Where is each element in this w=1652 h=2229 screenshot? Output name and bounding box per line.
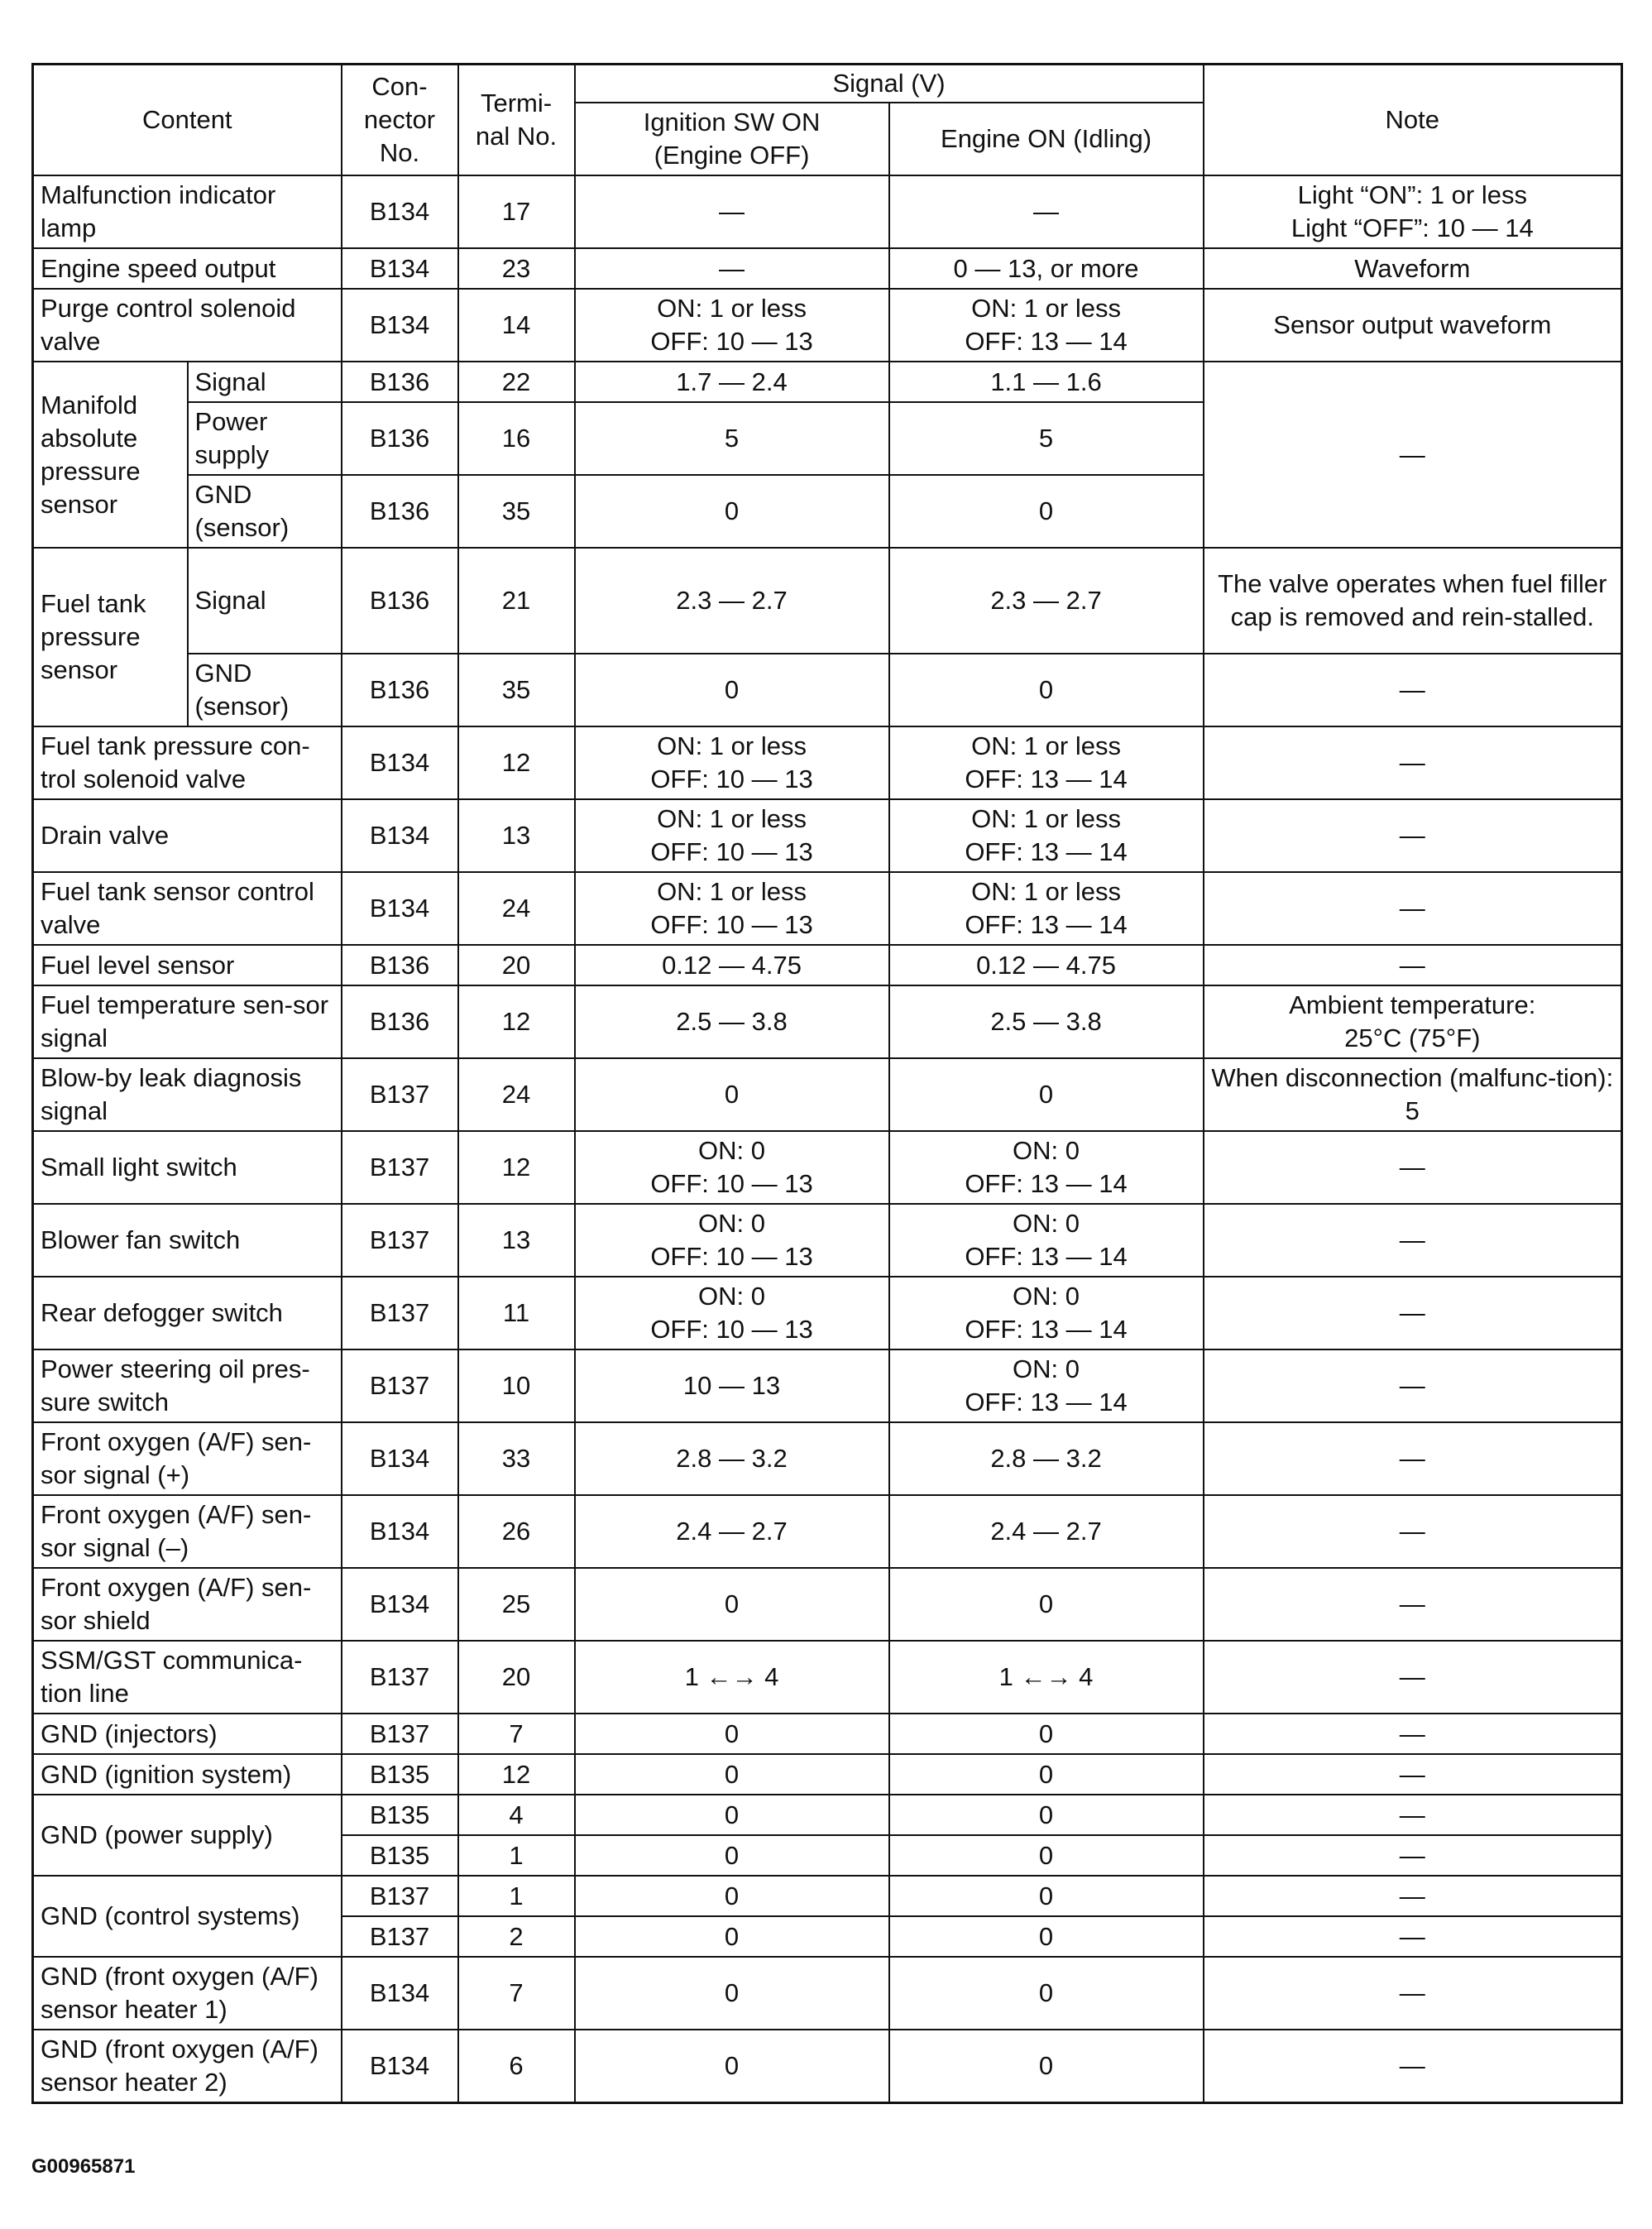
engine-on-cell: 0 <box>889 1835 1204 1876</box>
row-label: GND (front oxygen (A/F) sensor heater 2) <box>33 2030 342 2102</box>
terminal-cell: 25 <box>458 1568 575 1641</box>
terminal-cell: 12 <box>458 985 575 1058</box>
connector-cell: B135 <box>342 1835 458 1876</box>
engine-on-cell: 0 <box>889 475 1204 548</box>
connector-cell: B137 <box>342 1058 458 1131</box>
row-label: SSM/GST communica-tion line <box>33 1641 342 1714</box>
engine-on-cell: 0.12 — 4.75 <box>889 945 1204 985</box>
table-row <box>33 726 1622 799</box>
connector-cell: B134 <box>342 2030 458 2102</box>
table-row <box>33 175 1622 248</box>
header-connector: Con- nector No. <box>342 65 458 176</box>
terminal-cell: 21 <box>458 548 575 654</box>
note-cell: The valve operates when fuel filler cap is removed and rein-stalled. <box>1204 548 1622 654</box>
ignition-on-cell: 1 ←→ 4 <box>575 1641 889 1714</box>
terminal-cell: 13 <box>458 799 575 872</box>
ignition-on-cell: 0.12 — 4.75 <box>575 945 889 985</box>
engine-on-cell: 0 — 13, or more <box>889 248 1204 289</box>
table-row <box>33 289 1622 362</box>
table-row <box>33 1795 1622 1835</box>
row-label: GND (ignition system) <box>33 1754 342 1795</box>
note-cell: — <box>1204 1495 1622 1568</box>
engine-on-cell: ON: 0 OFF: 13 — 14 <box>889 1349 1204 1422</box>
connector-cell: B137 <box>342 1641 458 1714</box>
ignition-on-cell: 0 <box>575 1714 889 1754</box>
terminal-cell: 22 <box>458 362 575 402</box>
row-label: Power steering oil pres-sure switch <box>33 1349 342 1422</box>
engine-on-cell: ON: 1 or less OFF: 13 — 14 <box>889 289 1204 362</box>
ignition-on-cell: — <box>575 175 889 248</box>
ignition-on-cell: 0 <box>575 654 889 726</box>
note-cell: — <box>1204 1422 1622 1495</box>
ignition-on-cell: ON: 1 or less OFF: 10 — 13 <box>575 726 889 799</box>
row-label: Fuel temperature sen-sor signal <box>33 985 342 1058</box>
terminal-cell: 20 <box>458 1641 575 1714</box>
engine-on-cell: ON: 0 OFF: 13 — 14 <box>889 1131 1204 1204</box>
table-row <box>33 362 1622 402</box>
note-cell: Waveform <box>1204 248 1622 289</box>
note-cell: — <box>1204 1714 1622 1754</box>
header-ignition-on: Ignition SW ON (Engine OFF) <box>575 103 889 175</box>
engine-on-cell: 0 <box>889 1916 1204 1957</box>
engine-on-cell: 0 <box>889 1754 1204 1795</box>
terminal-cell: 4 <box>458 1795 575 1835</box>
ignition-on-cell: ON: 1 or less OFF: 10 — 13 <box>575 289 889 362</box>
engine-on-cell: 1.1 — 1.6 <box>889 362 1204 402</box>
connector-cell: B134 <box>342 799 458 872</box>
connector-cell: B137 <box>342 1349 458 1422</box>
engine-on-cell: 2.8 — 3.2 <box>889 1422 1204 1495</box>
connector-cell: B137 <box>342 1277 458 1349</box>
terminal-cell: 11 <box>458 1277 575 1349</box>
terminal-cell: 33 <box>458 1422 575 1495</box>
terminal-cell: 7 <box>458 1714 575 1754</box>
note-cell: — <box>1204 654 1622 726</box>
engine-on-cell: 0 <box>889 1876 1204 1916</box>
row-group-label: Manifold absolute pressure sensor <box>33 362 188 548</box>
terminal-cell: 35 <box>458 654 575 726</box>
ignition-on-cell: 10 — 13 <box>575 1349 889 1422</box>
terminal-cell: 13 <box>458 1204 575 1277</box>
row-label: Blower fan switch <box>33 1204 342 1277</box>
terminal-cell: 24 <box>458 1058 575 1131</box>
table-row <box>33 1876 1622 1916</box>
note-cell: — <box>1204 1277 1622 1349</box>
note-cell: — <box>1204 1641 1622 1714</box>
note-cell: — <box>1204 1131 1622 1204</box>
row-label: Fuel tank pressure con-trol solenoid valve <box>33 726 342 799</box>
row-label: Blow-by leak diagnosis signal <box>33 1058 342 1131</box>
connector-cell: B134 <box>342 1422 458 1495</box>
ignition-on-cell: — <box>575 248 889 289</box>
table-row <box>33 1349 1622 1422</box>
ignition-on-cell: 0 <box>575 1795 889 1835</box>
engine-on-cell: 0 <box>889 1058 1204 1131</box>
connector-cell: B136 <box>342 402 458 475</box>
note-cell: — <box>1204 1568 1622 1641</box>
terminal-cell: 20 <box>458 945 575 985</box>
row-sub-label: Power supply <box>188 402 342 475</box>
connector-cell: B137 <box>342 1714 458 1754</box>
connector-cell: B135 <box>342 1754 458 1795</box>
table-row <box>33 1714 1622 1754</box>
engine-on-cell: 5 <box>889 402 1204 475</box>
connector-cell: B136 <box>342 985 458 1058</box>
connector-cell: B137 <box>342 1876 458 1916</box>
ignition-on-cell: 0 <box>575 1916 889 1957</box>
terminal-cell: 17 <box>458 175 575 248</box>
header-note: Note <box>1204 65 1622 176</box>
engine-on-cell: 2.4 — 2.7 <box>889 1495 1204 1568</box>
ignition-on-cell: 2.5 — 3.8 <box>575 985 889 1058</box>
ignition-on-cell: 0 <box>575 1058 889 1131</box>
connector-cell: B135 <box>342 1795 458 1835</box>
ignition-on-cell: 0 <box>575 2030 889 2102</box>
row-label: Fuel level sensor <box>33 945 342 985</box>
row-label: Rear defogger switch <box>33 1277 342 1349</box>
note-cell: — <box>1204 1835 1622 1876</box>
engine-on-cell: 0 <box>889 1795 1204 1835</box>
connector-cell: B134 <box>342 289 458 362</box>
table-row <box>33 1495 1622 1568</box>
note-cell: When disconnection (malfunc-tion): 5 <box>1204 1058 1622 1131</box>
note-cell: — <box>1204 362 1622 548</box>
row-label: GND (front oxygen (A/F) sensor heater 1) <box>33 1957 342 2030</box>
terminal-cell: 2 <box>458 1916 575 1957</box>
connector-cell: B136 <box>342 362 458 402</box>
note-cell: — <box>1204 872 1622 945</box>
table-row <box>33 654 1622 726</box>
ignition-on-cell: 5 <box>575 402 889 475</box>
terminal-cell: 6 <box>458 2030 575 2102</box>
note-cell: — <box>1204 945 1622 985</box>
terminal-cell: 24 <box>458 872 575 945</box>
terminal-cell: 16 <box>458 402 575 475</box>
ignition-on-cell: ON: 1 or less OFF: 10 — 13 <box>575 799 889 872</box>
engine-on-cell: 2.3 — 2.7 <box>889 548 1204 654</box>
table-row <box>33 1204 1622 1277</box>
row-label: Fuel tank sensor control valve <box>33 872 342 945</box>
terminal-cell: 10 <box>458 1349 575 1422</box>
ignition-on-cell: 2.8 — 3.2 <box>575 1422 889 1495</box>
connector-cell: B137 <box>342 1204 458 1277</box>
note-cell: Ambient temperature: 25°C (75°F) <box>1204 985 1622 1058</box>
table-row <box>33 799 1622 872</box>
connector-cell: B134 <box>342 872 458 945</box>
terminal-cell: 12 <box>458 726 575 799</box>
terminal-cell: 1 <box>458 1835 575 1876</box>
connector-cell: B136 <box>342 548 458 654</box>
engine-on-cell: 2.5 — 3.8 <box>889 985 1204 1058</box>
engine-on-cell: 0 <box>889 1568 1204 1641</box>
connector-cell: B136 <box>342 945 458 985</box>
table-row <box>33 2030 1622 2102</box>
terminal-cell: 7 <box>458 1957 575 2030</box>
row-label: Front oxygen (A/F) sen-sor signal (+) <box>33 1422 342 1495</box>
ignition-on-cell: 0 <box>575 1754 889 1795</box>
ignition-on-cell: ON: 0 OFF: 10 — 13 <box>575 1277 889 1349</box>
row-label: Engine speed output <box>33 248 342 289</box>
header-content: Content <box>33 65 342 176</box>
terminal-cell: 12 <box>458 1754 575 1795</box>
connector-cell: B137 <box>342 1916 458 1957</box>
engine-on-cell: ON: 1 or less OFF: 13 — 14 <box>889 799 1204 872</box>
header-terminal: Termi- nal No. <box>458 65 575 176</box>
ignition-on-cell: 0 <box>575 1876 889 1916</box>
note-cell: — <box>1204 1957 1622 2030</box>
ignition-on-cell: 0 <box>575 475 889 548</box>
note-cell: — <box>1204 1754 1622 1795</box>
table-row <box>33 945 1622 985</box>
terminal-signal-table <box>31 63 1623 2104</box>
figure-id: G00965871 <box>31 2155 136 2178</box>
terminal-cell: 35 <box>458 475 575 548</box>
row-label: Purge control solenoid valve <box>33 289 342 362</box>
row-label: GND (injectors) <box>33 1714 342 1754</box>
header-engine-on: Engine ON (Idling) <box>889 103 1204 175</box>
engine-on-cell: ON: 0 OFF: 13 — 14 <box>889 1277 1204 1349</box>
table-row <box>33 1568 1622 1641</box>
table-row <box>33 1131 1622 1204</box>
row-sub-label: Signal <box>188 362 342 402</box>
connector-cell: B134 <box>342 726 458 799</box>
table-row <box>33 1957 1622 2030</box>
note-cell: — <box>1204 1204 1622 1277</box>
connector-cell: B134 <box>342 175 458 248</box>
row-label: Front oxygen (A/F) sen-sor signal (–) <box>33 1495 342 1568</box>
ignition-on-cell: 0 <box>575 1835 889 1876</box>
table-row <box>33 872 1622 945</box>
note-cell: — <box>1204 1795 1622 1835</box>
terminal-cell: 26 <box>458 1495 575 1568</box>
engine-on-cell: 0 <box>889 1957 1204 2030</box>
connector-cell: B134 <box>342 248 458 289</box>
table-row <box>33 548 1622 654</box>
table-row <box>33 1422 1622 1495</box>
header-signal: Signal (V) <box>575 65 1204 103</box>
engine-on-cell: ON: 1 or less OFF: 13 — 14 <box>889 872 1204 945</box>
ignition-on-cell: ON: 0 OFF: 10 — 13 <box>575 1204 889 1277</box>
note-cell: Sensor output waveform <box>1204 289 1622 362</box>
engine-on-cell: 0 <box>889 654 1204 726</box>
engine-on-cell: 0 <box>889 1714 1204 1754</box>
engine-on-cell: ON: 0 OFF: 13 — 14 <box>889 1204 1204 1277</box>
ignition-on-cell: 1.7 — 2.4 <box>575 362 889 402</box>
ignition-on-cell: 2.4 — 2.7 <box>575 1495 889 1568</box>
row-label: Front oxygen (A/F) sen-sor shield <box>33 1568 342 1641</box>
note-cell: — <box>1204 1349 1622 1422</box>
terminal-cell: 23 <box>458 248 575 289</box>
engine-on-cell: — <box>889 175 1204 248</box>
row-label: Small light switch <box>33 1131 342 1204</box>
engine-on-cell: 1 ←→ 4 <box>889 1641 1204 1714</box>
table-row <box>33 248 1622 289</box>
connector-cell: B134 <box>342 1568 458 1641</box>
row-sub-label: Signal <box>188 548 342 654</box>
row-label: Drain valve <box>33 799 342 872</box>
table-row <box>33 1641 1622 1714</box>
note-cell: — <box>1204 726 1622 799</box>
row-group-label: GND (control systems) <box>33 1876 342 1957</box>
engine-on-cell: ON: 1 or less OFF: 13 — 14 <box>889 726 1204 799</box>
row-label: Malfunction indicator lamp <box>33 175 342 248</box>
connector-cell: B134 <box>342 1957 458 2030</box>
ignition-on-cell: 0 <box>575 1568 889 1641</box>
terminal-cell: 12 <box>458 1131 575 1204</box>
note-cell: — <box>1204 1876 1622 1916</box>
note-cell: — <box>1204 1916 1622 1957</box>
row-group-label: Fuel tank pressure sensor <box>33 548 188 726</box>
table-row <box>33 1058 1622 1131</box>
row-group-label: GND (power supply) <box>33 1795 342 1876</box>
table-row <box>33 1754 1622 1795</box>
ignition-on-cell: 0 <box>575 1957 889 2030</box>
ignition-on-cell: ON: 0 OFF: 10 — 13 <box>575 1131 889 1204</box>
note-cell: — <box>1204 799 1622 872</box>
connector-cell: B134 <box>342 1495 458 1568</box>
table-row <box>33 1277 1622 1349</box>
row-sub-label: GND (sensor) <box>188 475 342 548</box>
ignition-on-cell: 2.3 — 2.7 <box>575 548 889 654</box>
connector-cell: B136 <box>342 654 458 726</box>
terminal-cell: 14 <box>458 289 575 362</box>
connector-cell: B136 <box>342 475 458 548</box>
note-cell: — <box>1204 2030 1622 2102</box>
row-sub-label: GND (sensor) <box>188 654 342 726</box>
note-cell: Light “ON”: 1 or less Light “OFF”: 10 — 14 <box>1204 175 1622 248</box>
engine-on-cell: 0 <box>889 2030 1204 2102</box>
ignition-on-cell: ON: 1 or less OFF: 10 — 13 <box>575 872 889 945</box>
connector-cell: B137 <box>342 1131 458 1204</box>
table-row <box>33 985 1622 1058</box>
terminal-cell: 1 <box>458 1876 575 1916</box>
